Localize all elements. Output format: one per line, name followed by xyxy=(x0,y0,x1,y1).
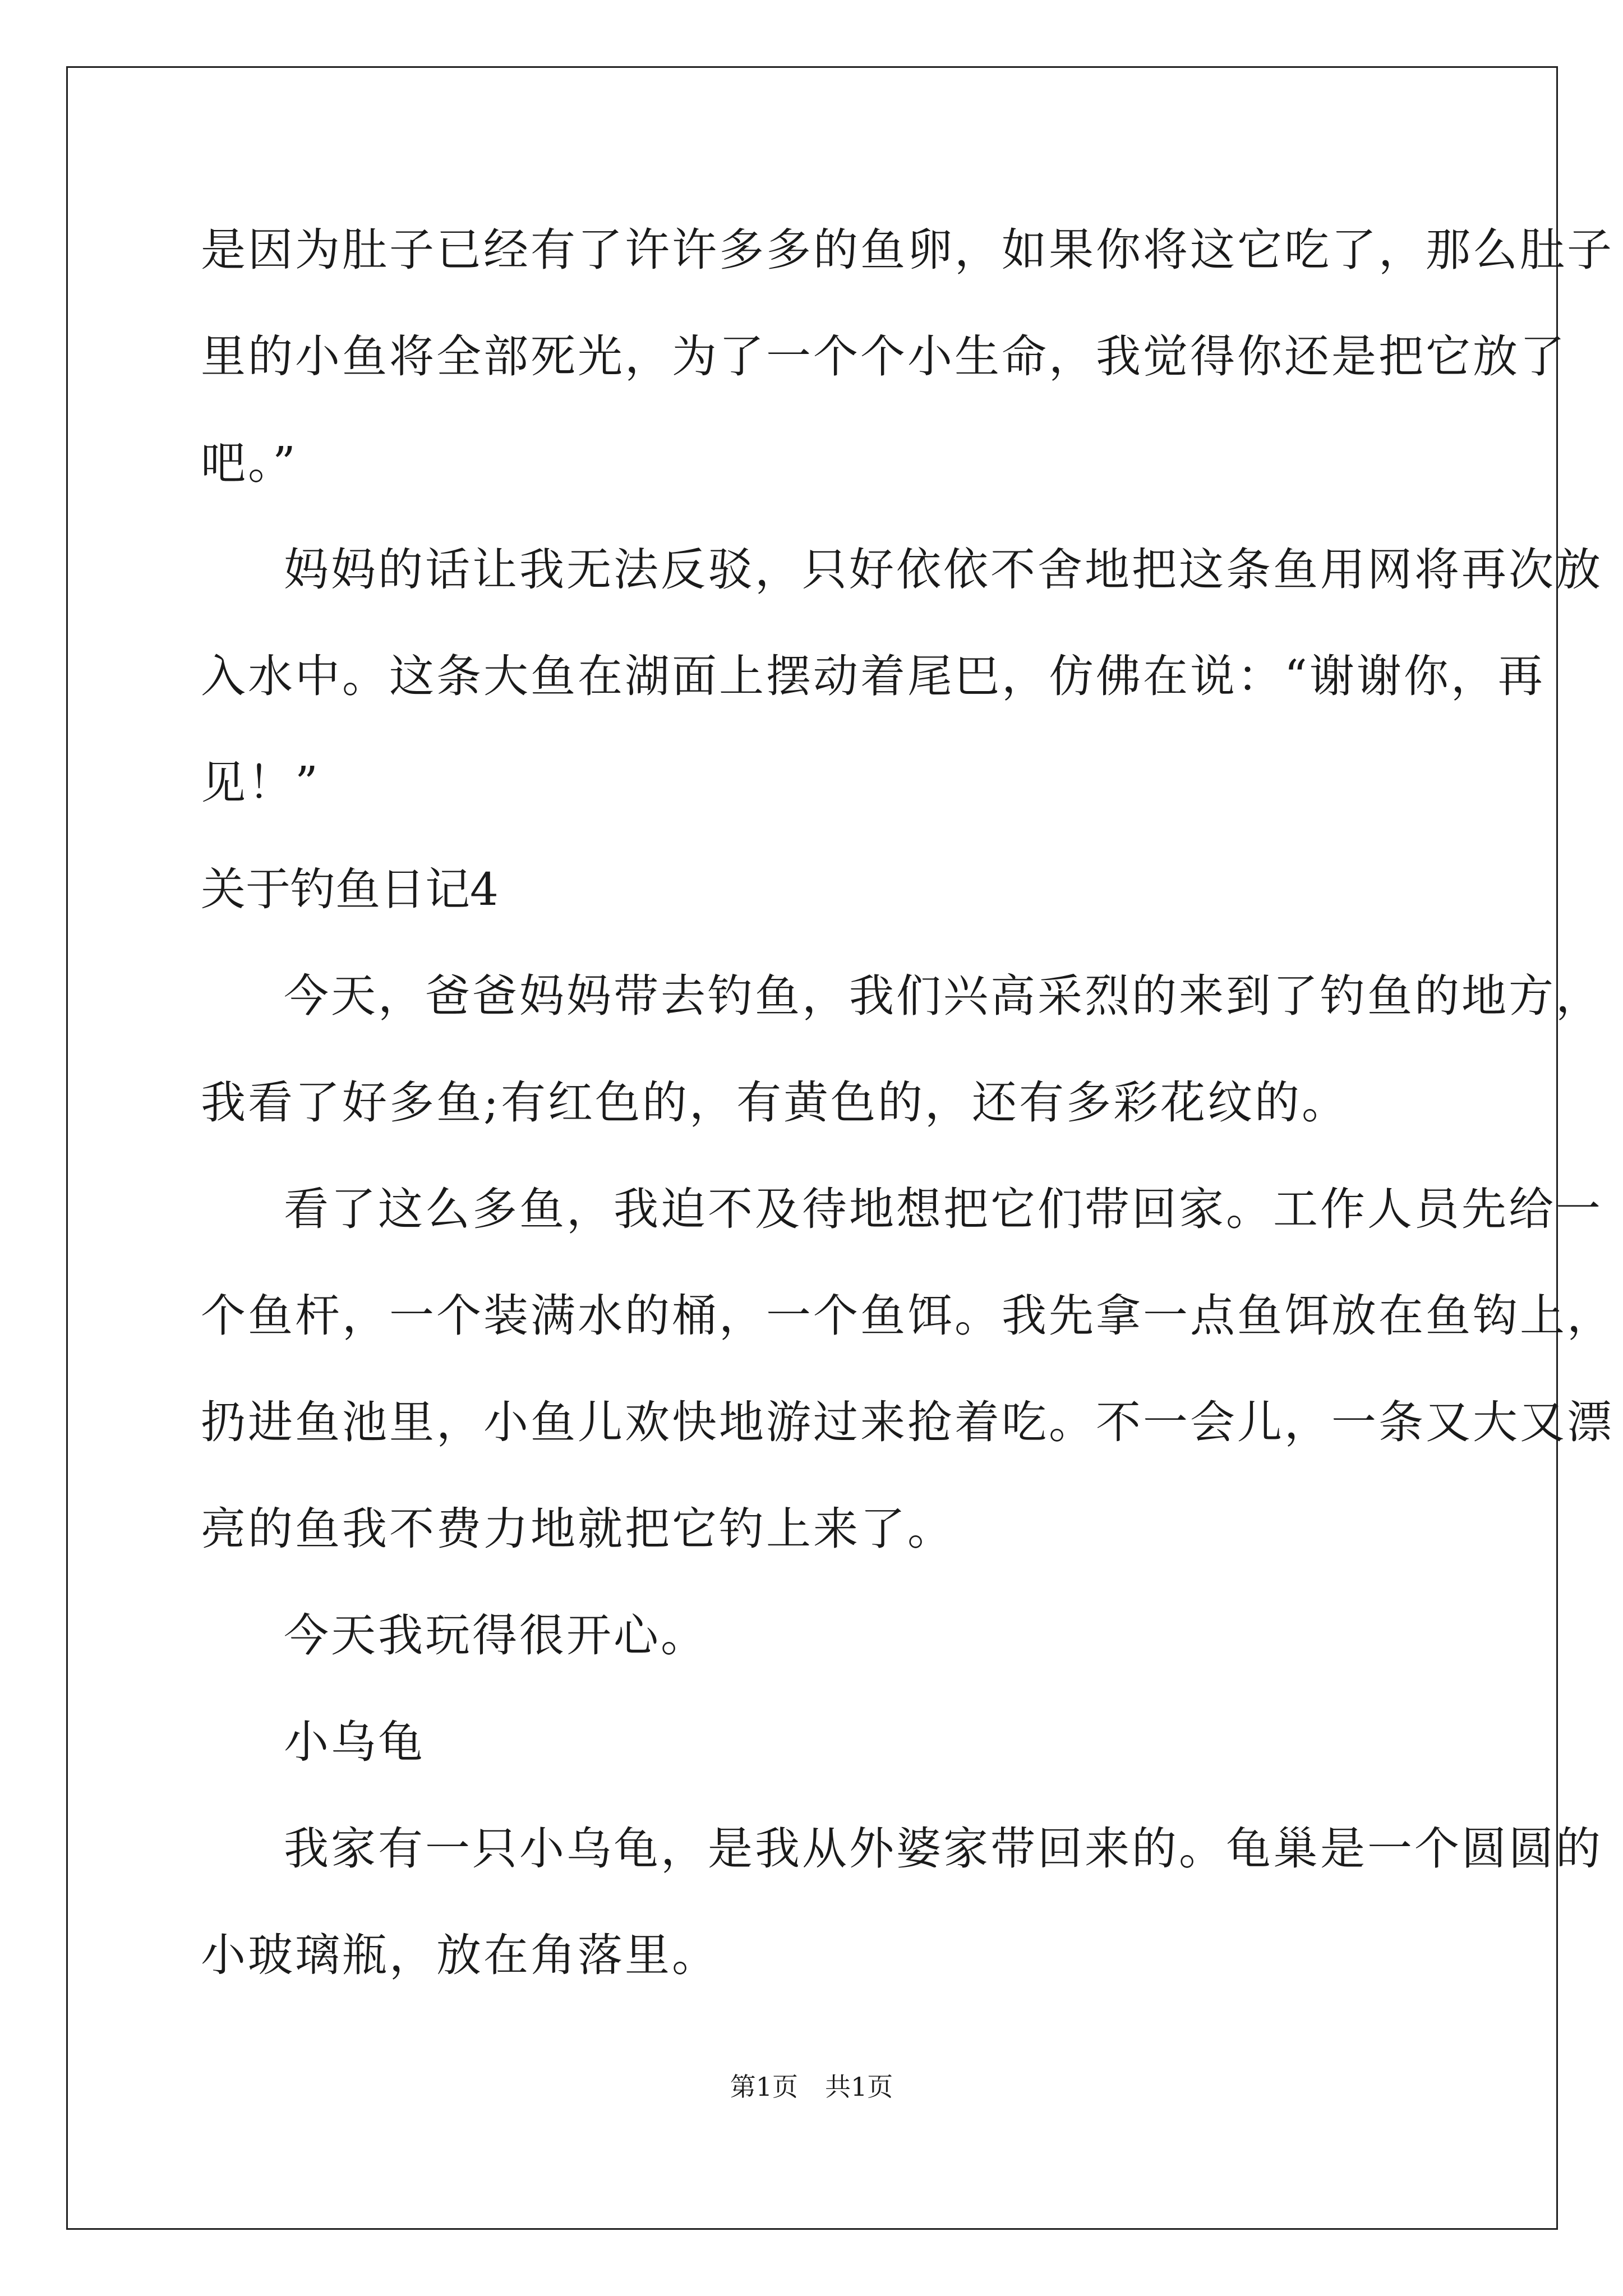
page-footer xyxy=(0,2070,1623,2104)
text-line: 见！” xyxy=(201,757,320,809)
text-line: 是因为肚子已经有了许许多多的鱼卵，如果你将这它吃了，那么肚子 xyxy=(201,224,1614,276)
text-line: 妈妈的话让我无法反驳，只好依依不舍地把这条鱼用网将再次放 xyxy=(284,544,1603,596)
text-line: 今天，爸爸妈妈带去钓鱼，我们兴高采烈的来到了钓鱼的地方， xyxy=(284,970,1603,1022)
text-line: 入水中。这条大鱼在湖面上摆动着尾巴，仿佛在说：“谢谢你，再 xyxy=(201,650,1545,702)
text-line: 吧。” xyxy=(201,437,298,489)
text-line: 里的小鱼将全部死光，为了一个个小生命，我觉得你还是把它放了 xyxy=(201,330,1567,383)
page-number: 第1页 xyxy=(730,2072,798,2102)
text-line: 亮的鱼我不费力地就把它钓上来了。 xyxy=(201,1503,955,1555)
section-heading: 关于钓鱼日记4 xyxy=(201,863,499,915)
text-line: 看了这么多鱼，我迫不及待地想把它们带回家。工作人员先给一 xyxy=(284,1183,1603,1235)
page-border xyxy=(66,66,1614,2230)
page-total: 共1页 xyxy=(825,2072,893,2102)
text-line: 我看了好多鱼;有红色的，有黄色的，还有多彩花纹的。 xyxy=(201,1076,1349,1129)
text-line: 小玻璃瓶，放在角落里。 xyxy=(201,1929,719,1981)
text-line: 我家有一只小乌龟，是我从外婆家带回来的。龟巢是一个圆圆的 xyxy=(284,1823,1603,1875)
subtitle-line: 小乌龟 xyxy=(284,1716,425,1768)
text-line: 今天我玩得很开心。 xyxy=(284,1609,708,1662)
text-line: 个鱼杆，一个装满水的桶，一个鱼饵。我先拿一点鱼饵放在鱼钩上， xyxy=(201,1290,1614,1342)
text-line: 扔进鱼池里，小鱼儿欢快地游过来抢着吃。不一会儿，一条又大又漂 xyxy=(201,1396,1614,1448)
